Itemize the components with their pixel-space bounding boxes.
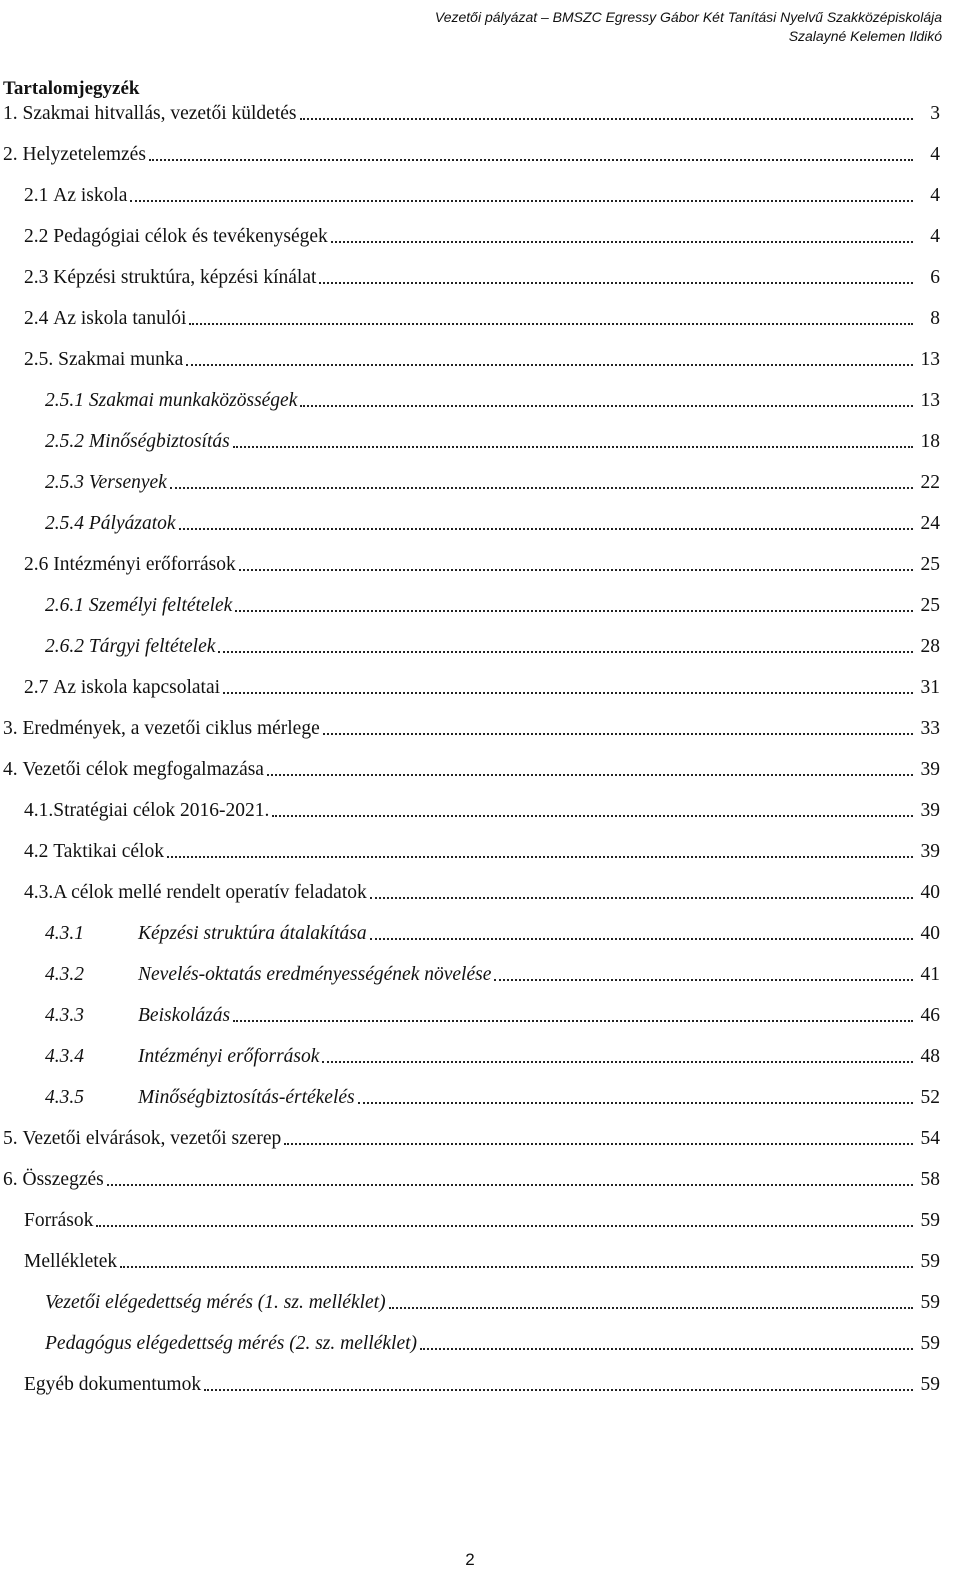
toc-entry-page: 28	[920, 636, 940, 657]
toc-entry-number: 2.5.3	[45, 472, 89, 493]
toc-entry-page: 59	[920, 1210, 940, 1231]
toc-entry-number: 2.6	[24, 554, 54, 575]
dot-leader	[186, 364, 913, 366]
toc-entry[interactable]	[24, 879, 940, 905]
dot-leader	[149, 159, 913, 161]
toc-entry[interactable]	[45, 592, 940, 618]
toc-entry-page: 59	[920, 1333, 940, 1354]
dot-leader	[322, 1061, 913, 1063]
toc-entry-page: 25	[920, 554, 940, 575]
toc-entry-title: Minőségbiztosítás-értékelés	[138, 1087, 355, 1108]
dot-leader	[179, 528, 913, 530]
toc-entry[interactable]	[24, 223, 940, 249]
toc-entry-title: Mellékletek	[24, 1251, 118, 1272]
toc-entry-page: 4	[930, 226, 940, 247]
toc-entry-page: 54	[920, 1128, 940, 1149]
toc-entry-title: Vezetői elvárások, vezetői szerep	[22, 1128, 282, 1149]
dot-leader	[189, 323, 913, 325]
toc-title: Tartalomjegyzék	[3, 78, 140, 99]
toc-entry[interactable]	[24, 797, 940, 823]
toc-entry-number: 4.3.5	[45, 1087, 84, 1108]
dot-leader	[233, 1020, 913, 1022]
dot-leader	[370, 897, 913, 899]
dot-leader	[96, 1225, 913, 1227]
toc-entry[interactable]	[3, 141, 940, 167]
toc-entry-number: 2.5.1	[45, 390, 89, 411]
toc-entry[interactable]	[3, 756, 940, 782]
toc-entry-title: Szakmai hitvallás, vezetői küldetés	[22, 103, 297, 124]
toc-entry-number: 5.	[3, 1128, 23, 1149]
dot-leader	[204, 1389, 913, 1391]
toc-entry-number: 2.5.	[24, 349, 59, 370]
toc-entry[interactable]	[45, 1043, 940, 1069]
toc-entry-number: 4.3.	[24, 882, 54, 903]
toc-entry-page: 41	[920, 964, 940, 985]
toc-entry-title: Tárgyi feltételek	[88, 636, 216, 657]
toc-entry-title: Szakmai munkaközösségek	[88, 390, 298, 411]
toc-entry-title: Az iskola kapcsolatai	[53, 677, 221, 698]
dot-leader	[239, 569, 913, 571]
dot-leader	[233, 446, 913, 448]
dot-leader	[267, 774, 913, 776]
toc-entry-number: 2.5.4	[45, 513, 89, 534]
toc-entry-number: 4.2	[24, 841, 54, 862]
dot-leader	[218, 651, 913, 653]
toc-entry-page: 40	[920, 882, 940, 903]
toc-entry[interactable]	[45, 1330, 940, 1356]
dot-leader	[130, 200, 913, 202]
toc-entry-number: 2.6.2	[45, 636, 89, 657]
toc-entry-number: 2.5.2	[45, 431, 89, 452]
toc-entry-page: 13	[920, 390, 940, 411]
page-header	[435, 8, 942, 46]
dot-leader	[107, 1184, 913, 1186]
toc-entry-page: 39	[920, 841, 940, 862]
toc-entry-page: 3	[930, 103, 940, 124]
toc-entry-title: Források	[24, 1210, 94, 1231]
toc-entry-title: Pedagógiai célok és tevékenységek	[53, 226, 328, 247]
toc-entry-title: Egyéb dokumentumok	[24, 1374, 202, 1395]
dot-leader	[389, 1307, 913, 1309]
toc-entry-title: Minőségbiztosítás	[88, 431, 230, 452]
toc-entry-page: 58	[920, 1169, 940, 1190]
toc-entry-number: 4.3.4	[45, 1046, 84, 1067]
toc-entry[interactable]	[45, 1084, 940, 1110]
toc-entry-page: 59	[920, 1292, 940, 1313]
toc-entry[interactable]	[24, 1371, 940, 1397]
toc-entry-number: 4.3.2	[45, 964, 84, 985]
toc-entry-page: 4	[930, 144, 940, 165]
toc-entry-title: Szakmai munka	[58, 349, 184, 370]
toc-entry-title: Eredmények, a vezetői ciklus mérlege	[22, 718, 320, 739]
dot-leader	[370, 938, 913, 940]
dot-leader	[167, 856, 913, 858]
toc-entry[interactable]	[24, 1248, 940, 1274]
toc-entry-title: Képzési struktúra, képzési kínálat	[53, 267, 317, 288]
toc-entry[interactable]	[45, 1002, 940, 1028]
toc-entry-title: Összegzés	[22, 1169, 104, 1190]
toc-entry-title: Helyzetelemzés	[22, 144, 146, 165]
toc-entry[interactable]	[45, 961, 940, 987]
toc-entry-page: 59	[920, 1374, 940, 1395]
toc-entry-number: 6.	[3, 1169, 23, 1190]
toc-entry-page: 39	[920, 800, 940, 821]
dot-leader	[494, 979, 913, 981]
toc-entry-title: Nevelés-oktatás eredményességének növelése	[138, 964, 492, 985]
dot-leader	[300, 118, 914, 120]
dot-leader	[319, 282, 913, 284]
toc-entry-title: Vezetői elégedettség mérés (1. sz. melléklet)	[45, 1292, 386, 1313]
dot-leader	[272, 815, 913, 817]
toc-entry-title: Taktikai célok	[53, 841, 164, 862]
toc-entry-number: 2.1	[24, 185, 54, 206]
toc-entry-title: Pedagógus elégedettség mérés (2. sz. melléklet)	[45, 1333, 418, 1354]
dot-leader	[323, 733, 913, 735]
toc-entry-number: 2.4	[24, 308, 54, 329]
toc-entry[interactable]	[45, 1289, 940, 1315]
toc-entry[interactable]	[45, 469, 940, 495]
toc-entry-page: 25	[920, 595, 940, 616]
toc-entry-number: 1.	[3, 103, 23, 124]
toc-entry-number: 4.3.1	[45, 923, 84, 944]
toc-entry-page: 46	[920, 1005, 940, 1026]
toc-entry-page: 59	[920, 1251, 940, 1272]
toc-entry-title: Az iskola	[53, 185, 128, 206]
toc-entry[interactable]	[24, 1207, 940, 1233]
toc-entry-number: 4.	[3, 759, 23, 780]
toc-entry[interactable]	[3, 715, 940, 741]
toc-entry-number: 2.6.1	[45, 595, 89, 616]
page-number: 2	[465, 1550, 475, 1569]
toc-entry[interactable]	[45, 387, 940, 413]
toc-entry-title: A célok mellé rendelt operatív feladatok	[53, 882, 367, 903]
toc-entry-number: 2.2	[24, 226, 54, 247]
dot-leader	[170, 487, 913, 489]
toc-entry-page: 31	[920, 677, 940, 698]
toc-entry[interactable]	[45, 510, 940, 536]
toc-entry[interactable]	[24, 182, 940, 208]
toc-entry[interactable]	[3, 1166, 940, 1192]
toc-entry-number: 4.1.	[24, 800, 54, 821]
toc-entry-number: 2.7	[24, 677, 54, 698]
dot-leader	[120, 1266, 913, 1268]
dot-leader	[300, 405, 913, 407]
toc-entry-page: 13	[920, 349, 940, 370]
dot-leader	[331, 241, 913, 243]
toc-entry[interactable]	[3, 100, 940, 126]
toc-entry-title: Az iskola tanulói	[53, 308, 187, 329]
toc-entry-number: 2.3	[24, 267, 54, 288]
toc-entry-title: Képzési struktúra átalakítása	[138, 923, 367, 944]
toc-entry-page: 18	[920, 431, 940, 452]
toc-entry[interactable]	[24, 551, 940, 577]
header-title: Vezetői pályázat – BMSZC Egressy Gábor Két Tanítási Nyelvű Szakközépiskolája	[434, 9, 942, 25]
toc-entry-title: Személyi feltételek	[88, 595, 233, 616]
toc-entry[interactable]	[3, 1125, 940, 1151]
toc-entry-title: Intézményi erőforrások	[53, 554, 236, 575]
toc-entry-page: 24	[920, 513, 940, 534]
toc-entry-page: 39	[920, 759, 940, 780]
toc-entry-title: Pályázatok	[88, 513, 176, 534]
dot-leader	[223, 692, 913, 694]
toc-entry-number: 3.	[3, 718, 23, 739]
toc-entry[interactable]	[45, 633, 940, 659]
toc-entry[interactable]	[45, 428, 940, 454]
toc-entry-title: Vezetői célok megfogalmazása	[22, 759, 264, 780]
toc-entry-page: 33	[920, 718, 940, 739]
toc-entry[interactable]	[24, 264, 940, 290]
toc-entry-page: 48	[920, 1046, 940, 1067]
toc-entry-page: 8	[930, 308, 940, 329]
toc-entry-page: 4	[930, 185, 940, 206]
toc-entry[interactable]	[45, 920, 940, 946]
toc-entry-title: Intézményi erőforrások	[138, 1046, 320, 1067]
toc-entry-number: 2.	[3, 144, 23, 165]
dot-leader	[235, 610, 913, 612]
toc-entry-page: 22	[920, 472, 940, 493]
toc-entry-page: 6	[930, 267, 940, 288]
toc-entry[interactable]	[24, 674, 940, 700]
dot-leader	[420, 1348, 913, 1350]
toc-entry[interactable]	[24, 346, 940, 372]
toc-entry[interactable]	[24, 305, 940, 331]
toc-entry-page: 52	[920, 1087, 940, 1108]
toc-entry[interactable]	[24, 838, 940, 864]
dot-leader	[284, 1143, 913, 1145]
toc-entry-number: 4.3.3	[45, 1005, 84, 1026]
toc-entry-title: Beiskolázás	[138, 1005, 231, 1026]
dot-leader	[358, 1102, 913, 1104]
toc-entry-title: Stratégiai célok 2016-2021.	[53, 800, 270, 821]
header-author: Szalayné Kelemen Ildikó	[788, 28, 942, 44]
toc-entry-title: Versenyek	[88, 472, 167, 493]
toc-entry-page: 40	[920, 923, 940, 944]
